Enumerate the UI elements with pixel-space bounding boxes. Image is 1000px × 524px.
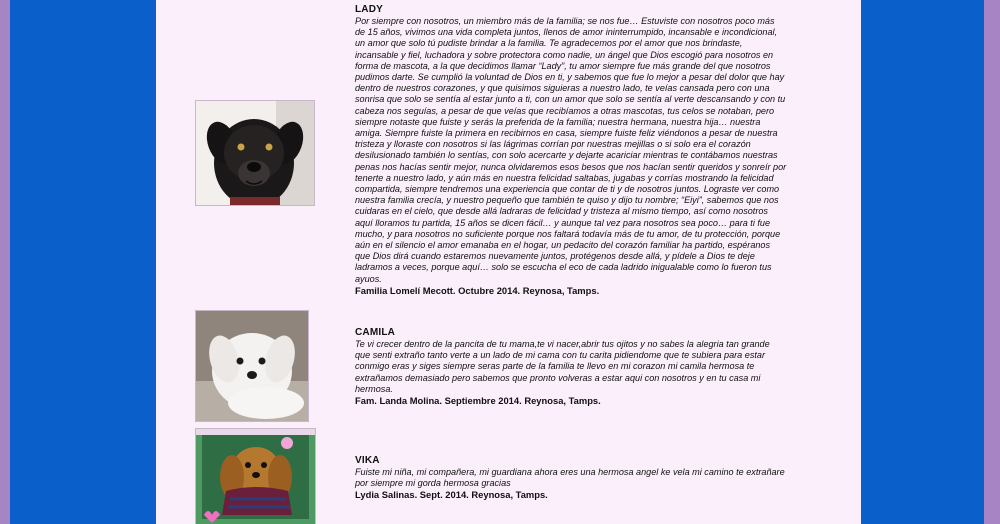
tribute-message: Fuiste mi niña, mi compañera, mi guardiana ahora eres una hermosa angel ke vela mi camino te extrañare por siempre mi gorda hermosa gracias (355, 467, 785, 489)
photo-lady (195, 100, 315, 206)
memorial-page (156, 0, 861, 524)
entry-text-lady (355, 4, 787, 297)
left-blue-band (10, 0, 156, 524)
tribute-signature: Familia Lomelí Mecott. Octubre 2014. Reynosa, Tamps. (355, 284, 600, 296)
photo-camila (195, 310, 309, 422)
black-dog-image (196, 101, 314, 205)
tribute-message: Te vi crecer dentro de la pancita de tu mama,te vi nacer,abrir tus ojitos y no sabes la alegria tan grande que senti extraño tanto verte a un lado de mi cama con tu carita pidiendome que te subiera para estar conmigo eras y siges siempre seras parte de la familia te llevo en mi corazon mi camila hermosa te extrañamos demasiado pero sabemos que pronto volveras a estar aqui con nosotros y en tu casa mi hermosa. (355, 339, 770, 394)
white-dog-image (196, 311, 308, 421)
right-blue-band (861, 0, 984, 524)
pet-name: LADY (355, 4, 384, 15)
tribute-signature: Fam. Landa Molina. Septiembre 2014. Reynosa, Tamps. (355, 395, 601, 407)
tribute-signature: Lydia Salinas. Sept. 2014. Reynosa, Tamps. (355, 489, 548, 501)
photo-vika (195, 428, 316, 524)
pet-name: VIKA (355, 455, 380, 466)
brown-dog-image (196, 429, 315, 524)
tribute-message: Por siempre con nosotros, un miembro más de la familia; se nos fue… Estuviste con nosotros poco más de 15 años, vivimos una vida completa juntos, llenos de amor ininterrumpido, incansable e incondicional, un amor que solo tú pudiste brindar a la familia. Te agradecemos por el amor que nos brindaste, incansable y fiel, luchadora y sobre protectora como nadie, un ángel que Dios escogió para nosotros en forma de mascota, a la que decidimos llamar “Lady”, tu amor siempre fue más grande del que nosotros pudimos darte. Se cumplió la voluntad de Dios en ti, y sabemos que fue lo mejor a pesar del dolor que hay dentro de nuestros corazones, y que quisimos siguieras a nuestro lado, te veías cansada pero con una sonrisa que solo se sentía al estar junto a ti, con un amor que solo se sentía al verte descansando y con tu cabeza nos seguías, a pesar de que veías que recibíamos a otras mascotas, tus celos se notaban, pero siempre notaste que fuiste y serás la preferida de la familia; nuestra hermana, nuestra hija… nuestra amiga. Siempre fuiste la primera en recibirnos en casa, siempre fuiste feliz viéndonos a pesar de nuestra tristeza y lloraste con nosotros si las lágrimas corrían por nuestras mejillas o si solo era el corazón desilusionado también lo sentías, con solo acercarte y dejarte acariciar mientras te contábamos nuestras penas nos hacías sentir mejor, nunca olvidaremos esos besos que nos hacían sentir queridos y sonreír por tenerte a nuestro lado, y aún más en nuestra felicidad saltabas, jugabas y corrías mostrando la felicidad compartida, siempre tendremos una experiencia que contar de ti y de nosotros juntos. Lograste ver como nuestra familia crecía, y nuestro pequeño que también te quiso y dijo tu nombre; “Eiyi”, sabemos que nos cuidaras en el cielo, que desde allá ladraras de felicidad y tristeza al mismo tiempo, así como nosotros aquí lloramos tu partida, 15 años se dicen fácil… y aunque tal vez para nosotros sea poco… para ti fue mucho, y para nosotros no suficiente porque nos faltará todavía más de tu amor, de tu protección, porque aún en el silencio el amor emanaba en el hogar, un pedacito del corazón familiar ha partido, espéranos que Dios dirá cuando estaremos nuevamente juntos, protégenos desde allá, y pídele a Dios te deje ladramos a veces, porque aquí… solo se escucha el eco de cada ladrido inigualable como lo fueron tus ayuos. (355, 16, 787, 284)
entry-text-camila (355, 327, 787, 407)
entry-text-vika (355, 455, 787, 501)
pet-name: CAMILA (355, 327, 396, 338)
